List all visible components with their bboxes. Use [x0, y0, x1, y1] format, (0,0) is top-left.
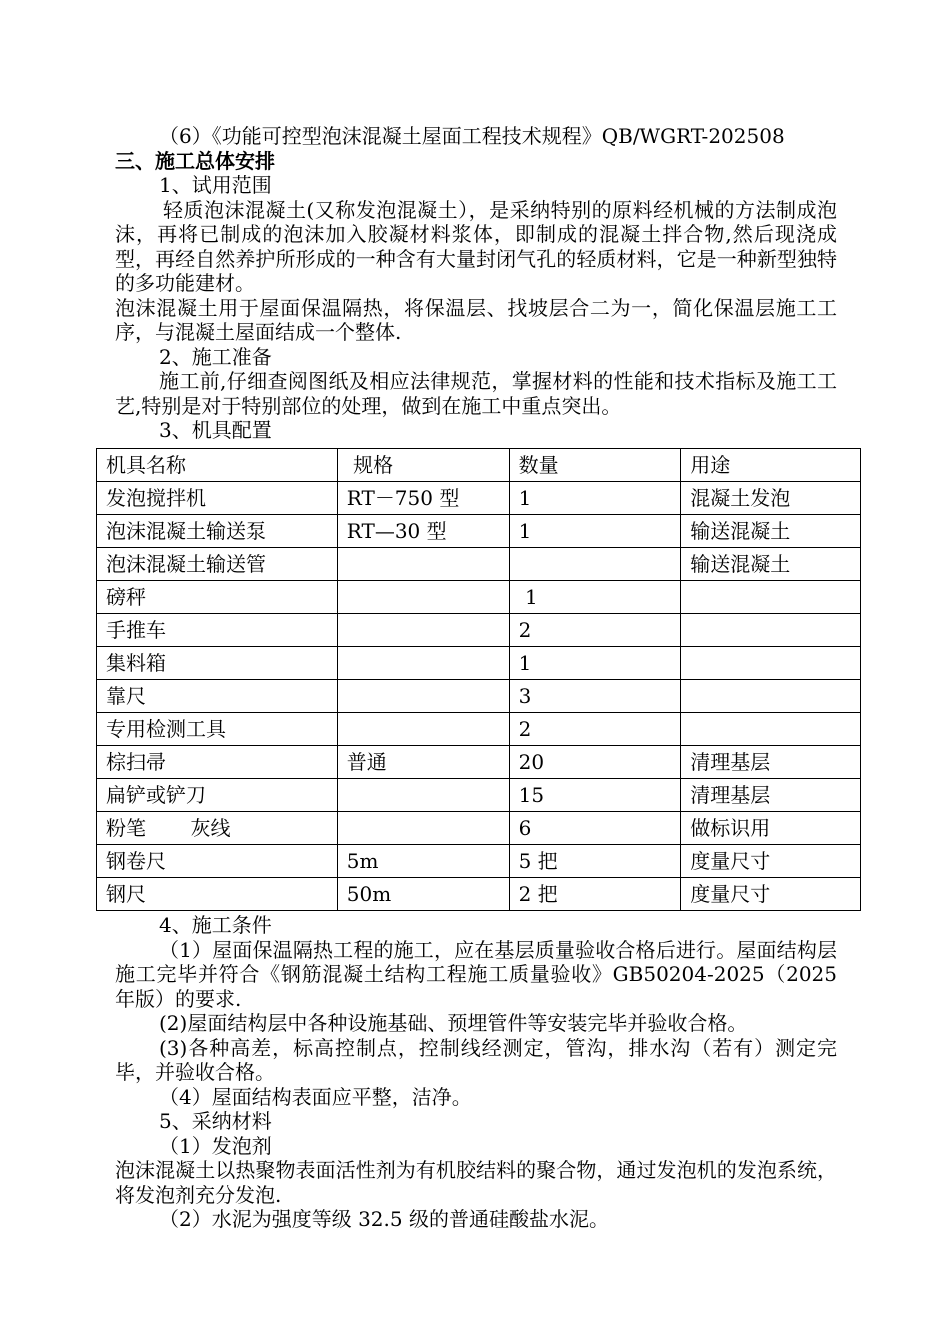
header-quantity: 数量 — [509, 449, 681, 482]
table-row — [97, 614, 861, 647]
preparation-paragraph: 施工前,仔细查阅图纸及相应法律规范，掌握材料的性能和技术指标及施工工艺,特别是对于特别部位的处理，做到在施工中重点突出。 — [115, 369, 837, 418]
subsection-3-title: 3、机具配置 — [159, 418, 272, 442]
cell-spec — [337, 680, 509, 713]
section-3-heading: 三、施工总体安排 — [115, 148, 275, 173]
header-name: 机具名称 — [97, 449, 338, 482]
cell-quantity: 1 — [509, 581, 681, 614]
cell-purpose: 清理基层 — [681, 746, 861, 779]
conditions-section — [115, 913, 837, 1232]
cell-purpose: 混凝土发泡 — [681, 482, 861, 515]
cell-quantity: 6 — [509, 812, 681, 845]
condition-4: （4）屋面结构表面应平整，洁净。 — [159, 1084, 472, 1109]
table-row — [97, 713, 861, 746]
cell-spec — [337, 647, 509, 680]
table-row — [97, 548, 861, 581]
table-row — [97, 746, 861, 779]
cell-purpose: 度量尺寸 — [681, 878, 861, 911]
intro-section — [115, 124, 837, 443]
subsection-5-title: 5、采纳材料 — [159, 1109, 272, 1133]
cell-purpose: 度量尺寸 — [681, 845, 861, 878]
table-row — [97, 680, 861, 713]
scope-paragraph-2: 泡沫混凝土用于屋面保温隔热，将保温层、找坡层合二为一，简化保温层施工工序，与混凝土屋面结成一个整体. — [115, 295, 837, 344]
material-2: （2）水泥为强度等级 32.5 级的普通硅酸盐水泥。 — [159, 1207, 609, 1231]
cell-name: 泡沫混凝土输送管 — [97, 548, 338, 581]
subsection-4-title: 4、施工条件 — [159, 913, 272, 937]
cell-name: 发泡搅拌机 — [97, 482, 338, 515]
cell-name: 专用检测工具 — [97, 713, 338, 746]
cell-name: 扁铲或铲刀 — [97, 779, 338, 812]
cell-quantity: 20 — [509, 746, 681, 779]
cell-spec — [337, 581, 509, 614]
table-row — [97, 581, 861, 614]
condition-3: (3)各种高差，标高控制点，控制线经测定，管沟，排水沟（若有）测定完毕，并验收合格。 — [115, 1035, 837, 1084]
material-1-paragraph: 泡沫混凝土以热聚物表面活性剂为有机胶结料的聚合物，通过发泡机的发泡系统，将发泡剂充分发泡. — [115, 1158, 837, 1207]
cell-purpose — [681, 581, 861, 614]
condition-2: (2)屋面结构层中各种设施基础、预埋管件等安装完毕并验收合格。 — [159, 1011, 748, 1035]
cell-name: 粉笔 灰线 — [97, 812, 338, 845]
subsection-1-title: 1、试用范围 — [159, 173, 272, 197]
cell-quantity: 1 — [509, 647, 681, 680]
cell-name: 棕扫帚 — [97, 746, 338, 779]
header-purpose: 用途 — [681, 449, 861, 482]
reference-item-6: （6）《功能可控型泡沫混凝土屋面工程技术规程》QB/WGRT-202508 — [159, 124, 785, 148]
cell-purpose: 清理基层 — [681, 779, 861, 812]
cell-spec — [337, 713, 509, 746]
cell-quantity — [509, 548, 681, 581]
condition-1: （1）屋面保温隔热工程的施工，应在基层质量验收合格后进行。屋面结构层施工完毕并符合《钢筋混凝土结构工程施工质量验收》GB50204-2025（2025 年版）的要求. — [115, 937, 837, 1011]
table-row — [97, 515, 861, 548]
cell-name: 集料箱 — [97, 647, 338, 680]
header-spec: 规格 — [337, 449, 509, 482]
table-header-row — [97, 449, 861, 482]
cell-purpose — [681, 647, 861, 680]
cell-quantity: 15 — [509, 779, 681, 812]
cell-name: 手推车 — [97, 614, 338, 647]
cell-name: 靠尺 — [97, 680, 338, 713]
table-row — [97, 878, 861, 911]
cell-spec: 普通 — [337, 746, 509, 779]
table-row — [97, 779, 861, 812]
cell-quantity: 1 — [509, 515, 681, 548]
cell-quantity: 3 — [509, 680, 681, 713]
cell-spec — [337, 779, 509, 812]
cell-quantity: 2 把 — [509, 878, 681, 911]
cell-spec: RT—30 型 — [337, 515, 509, 548]
cell-quantity: 2 — [509, 614, 681, 647]
cell-name: 钢尺 — [97, 878, 338, 911]
table-row — [97, 845, 861, 878]
cell-name: 泡沫混凝土输送泵 — [97, 515, 338, 548]
cell-name: 磅秤 — [97, 581, 338, 614]
cell-spec: 5m — [337, 845, 509, 878]
table-row — [97, 647, 861, 680]
cell-spec — [337, 614, 509, 647]
cell-spec — [337, 548, 509, 581]
cell-purpose: 做标识用 — [681, 812, 861, 845]
cell-spec: 50m — [337, 878, 509, 911]
cell-quantity: 5 把 — [509, 845, 681, 878]
cell-purpose — [681, 713, 861, 746]
subsection-2-title: 2、施工准备 — [159, 344, 272, 369]
cell-spec — [337, 812, 509, 845]
cell-purpose — [681, 614, 861, 647]
cell-quantity: 1 — [509, 482, 681, 515]
table-row — [97, 482, 861, 515]
equipment-table — [96, 448, 861, 911]
cell-purpose — [681, 680, 861, 713]
cell-name: 钢卷尺 — [97, 845, 338, 878]
cell-quantity: 2 — [509, 713, 681, 746]
scope-paragraph-1: 轻质泡沫混凝土(又称发泡混凝土），是采纳特别的原料经机械的方法制成泡沫，再将已制成的泡沫加入胶凝材料浆体，即制成的混凝土拌合物,然后现浇成型，再经自然养护所形成的一种含有大量封闭气孔的轻质材料，它是一种新型独特的多功能建材。 — [115, 197, 837, 295]
material-1-title: （1）发泡剂 — [159, 1133, 272, 1158]
table-row — [97, 812, 861, 845]
cell-purpose: 输送混凝土 — [681, 548, 861, 581]
cell-purpose: 输送混凝土 — [681, 515, 861, 548]
cell-spec: RT－750 型 — [337, 482, 509, 515]
